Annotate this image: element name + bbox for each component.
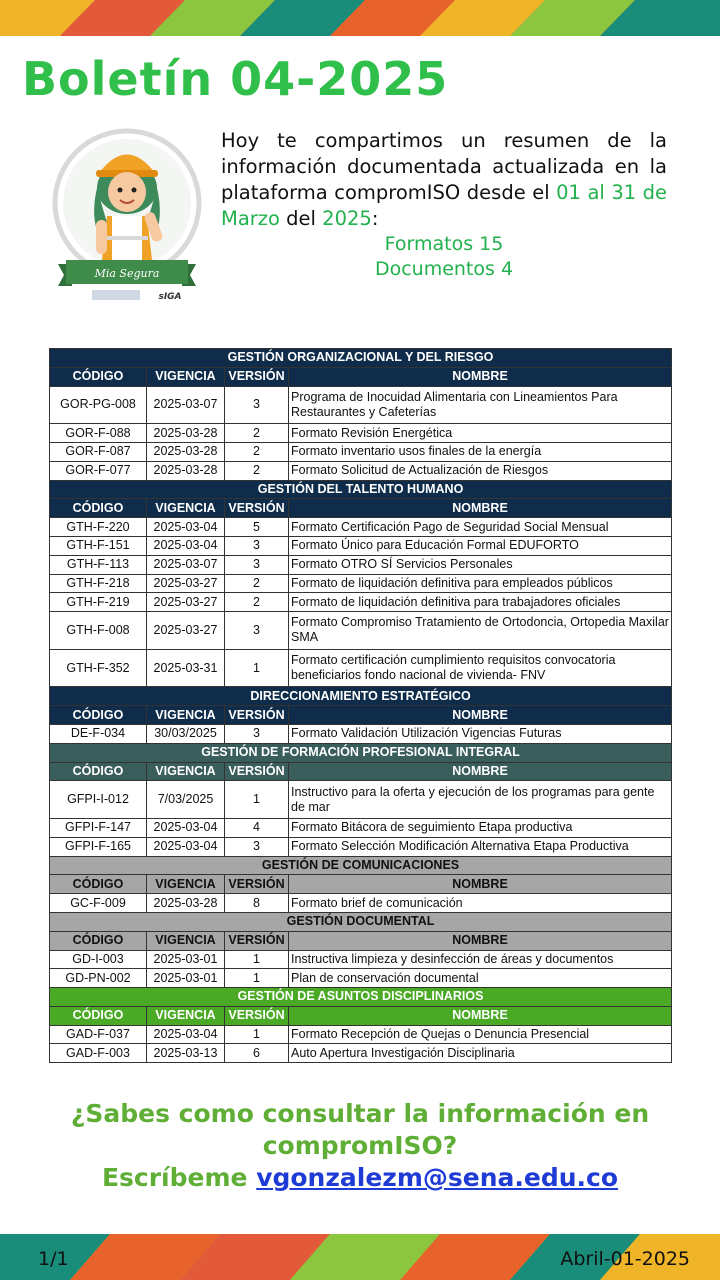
column-header-row: [50, 931, 672, 950]
footer-write-line: [40, 1162, 680, 1194]
cell-codigo: GTH-F-219: [50, 593, 147, 612]
column-header-codigo: CÓDIGO: [50, 931, 147, 950]
cell-vigencia: 30/03/2025: [147, 724, 225, 743]
cell-version: 8: [225, 894, 289, 913]
section-title: GESTIÓN DEL TALENTO HUMANO: [50, 480, 672, 499]
documentos-count: Documentos 4: [374, 258, 514, 280]
column-header-version: VERSIÓN: [225, 875, 289, 894]
table-row: [50, 950, 672, 969]
cell-version: 6: [225, 1044, 289, 1063]
cell-codigo: GFPI-F-165: [50, 837, 147, 856]
column-header-codigo: CÓDIGO: [50, 367, 147, 386]
column-header-nombre: NOMBRE: [289, 706, 672, 725]
cell-nombre: Formato Bitácora de seguimiento Etapa productiva: [289, 818, 672, 837]
column-header-nombre: NOMBRE: [289, 499, 672, 518]
cell-version: 1: [225, 969, 289, 988]
top-color-band: [0, 0, 720, 36]
cell-vigencia: 2025-03-04: [147, 518, 225, 537]
column-header-version: VERSIÓN: [225, 931, 289, 950]
intro-year: 2025: [322, 207, 372, 230]
intro-text-3: :: [371, 207, 379, 230]
table-row: [50, 386, 672, 424]
cell-version: 2: [225, 442, 289, 461]
cell-vigencia: 2025-03-07: [147, 555, 225, 574]
cell-nombre: Formato Compromiso Tratamiento de Ortodoncia, Ortopedia Maxilar SMA: [289, 612, 672, 650]
cell-nombre: Auto Apertura Investigación Disciplinaria: [289, 1044, 672, 1063]
column-header-codigo: CÓDIGO: [50, 762, 147, 781]
cell-version: 2: [225, 461, 289, 480]
section-header-row: [50, 912, 672, 931]
intro-date-range: 01 al 31 de Marzo: [221, 181, 668, 230]
cell-codigo: GTH-F-008: [50, 612, 147, 650]
column-header-version: VERSIÓN: [225, 706, 289, 725]
column-header-vigencia: VIGENCIA: [147, 1006, 225, 1025]
cell-vigencia: 2025-03-31: [147, 649, 225, 687]
column-header-version: VERSIÓN: [225, 367, 289, 386]
column-header-vigencia: VIGENCIA: [147, 706, 225, 725]
cell-vigencia: 2025-03-28: [147, 442, 225, 461]
cell-nombre: Formato Único para Educación Formal EDUFORTO: [289, 536, 672, 555]
cell-version: 3: [225, 612, 289, 650]
cell-codigo: GTH-F-218: [50, 574, 147, 593]
cell-vigencia: 2025-03-28: [147, 424, 225, 443]
table-row: [50, 536, 672, 555]
cell-codigo: GOR-F-087: [50, 442, 147, 461]
cell-vigencia: 2025-03-01: [147, 950, 225, 969]
cell-codigo: DE-F-034: [50, 724, 147, 743]
cell-codigo: GOR-F-088: [50, 424, 147, 443]
intro-paragraph: [221, 128, 667, 232]
footer-write-label: Escríbeme: [101, 1163, 257, 1192]
table-row: [50, 969, 672, 988]
column-header-codigo: CÓDIGO: [50, 706, 147, 725]
cell-version: 3: [225, 724, 289, 743]
cell-vigencia: 2025-03-28: [147, 461, 225, 480]
cell-version: 3: [225, 536, 289, 555]
cell-version: 5: [225, 518, 289, 537]
table-row: [50, 818, 672, 837]
documents-table: [49, 348, 672, 1063]
cell-nombre: Formato inventario usos finales de la energía: [289, 442, 672, 461]
contact-email-link[interactable]: vgonzalezm@sena.edu.co: [256, 1163, 619, 1192]
cell-nombre: Formato Certificación Pago de Seguridad Social Mensual: [289, 518, 672, 537]
cell-vigencia: 2025-03-27: [147, 593, 225, 612]
column-header-row: [50, 875, 672, 894]
footer-question: ¿Sabes como consultar la información en compromISO?: [70, 1099, 650, 1160]
cell-vigencia: 2025-03-04: [147, 818, 225, 837]
column-header-nombre: NOMBRE: [289, 367, 672, 386]
section-title: GESTIÓN DOCUMENTAL: [50, 912, 672, 931]
section-title: GESTIÓN ORGANIZACIONAL Y DEL RIESGO: [50, 349, 672, 368]
table-row: [50, 593, 672, 612]
cell-codigo: GFPI-I-012: [50, 781, 147, 819]
bulletin-title: Boletín 04-2025: [22, 52, 449, 106]
cell-codigo: GD-PN-002: [50, 969, 147, 988]
column-header-vigencia: VIGENCIA: [147, 367, 225, 386]
cell-vigencia: 2025-03-04: [147, 536, 225, 555]
column-header-row: [50, 499, 672, 518]
mascot-mia-segura-image: [52, 128, 202, 306]
column-header-row: [50, 762, 672, 781]
cell-version: 2: [225, 424, 289, 443]
column-header-nombre: NOMBRE: [289, 875, 672, 894]
cell-version: 3: [225, 386, 289, 424]
cell-codigo: GD-I-003: [50, 950, 147, 969]
cell-nombre: Instructiva limpieza y desinfección de áreas y documentos: [289, 950, 672, 969]
cell-codigo: GAD-F-003: [50, 1044, 147, 1063]
mascot-badge-text: Mia Segura: [94, 267, 160, 280]
cell-version: 1: [225, 1025, 289, 1044]
column-header-vigencia: VIGENCIA: [147, 499, 225, 518]
column-header-version: VERSIÓN: [225, 499, 289, 518]
column-header-vigencia: VIGENCIA: [147, 931, 225, 950]
cell-nombre: Formato Revisión Energética: [289, 424, 672, 443]
cell-vigencia: 2025-03-28: [147, 894, 225, 913]
table-row: [50, 424, 672, 443]
table-row: [50, 442, 672, 461]
cell-nombre: Instructivo para la oferta y ejecución de los programas para gente de mar: [289, 781, 672, 819]
page-number: 1/1: [38, 1248, 69, 1270]
section-header-row: [50, 743, 672, 762]
cell-codigo: GTH-F-113: [50, 555, 147, 574]
cell-nombre: Formato Selección Modificación Alternativa Etapa Productiva: [289, 837, 672, 856]
cell-vigencia: 2025-03-07: [147, 386, 225, 424]
table-row: [50, 518, 672, 537]
cell-version: 1: [225, 950, 289, 969]
column-header-nombre: NOMBRE: [289, 762, 672, 781]
footer-contact: [40, 1098, 680, 1194]
table-row: [50, 574, 672, 593]
column-header-codigo: CÓDIGO: [50, 1006, 147, 1025]
cell-vigencia: 2025-03-27: [147, 612, 225, 650]
table-row: [50, 649, 672, 687]
cell-codigo: GAD-F-037: [50, 1025, 147, 1044]
cell-nombre: Formato de liquidación definitiva para empleados públicos: [289, 574, 672, 593]
cell-version: 4: [225, 818, 289, 837]
cell-nombre: Formato certificación cumplimiento requisitos convocatoria beneficiarios fondo nacional de vivienda- FNV: [289, 649, 672, 687]
column-header-row: [50, 1006, 672, 1025]
cell-nombre: Formato Solicitud de Actualización de Riesgos: [289, 461, 672, 480]
section-title: DIRECCIONAMIENTO ESTRATÉGICO: [50, 687, 672, 706]
cell-codigo: GTH-F-151: [50, 536, 147, 555]
formatos-count: Formatos 15: [384, 233, 504, 255]
cell-nombre: Formato OTRO SÍ Servicios Personales: [289, 555, 672, 574]
column-header-row: [50, 706, 672, 725]
cell-vigencia: 2025-03-04: [147, 837, 225, 856]
cell-version: 1: [225, 649, 289, 687]
cell-nombre: Programa de Inocuidad Alimentaria con Lineamientos Para Restaurantes y Cafeterías: [289, 386, 672, 424]
section-header-row: [50, 856, 672, 875]
column-header-vigencia: VIGENCIA: [147, 762, 225, 781]
cell-nombre: Formato Recepción de Quejas o Denuncia Presencial: [289, 1025, 672, 1044]
column-header-vigencia: VIGENCIA: [147, 875, 225, 894]
cell-codigo: GC-F-009: [50, 894, 147, 913]
table-row: [50, 837, 672, 856]
column-header-nombre: NOMBRE: [289, 931, 672, 950]
cell-codigo: GTH-F-352: [50, 649, 147, 687]
table-row: [50, 781, 672, 819]
summary-counts: [221, 232, 667, 282]
cell-nombre: Formato de liquidación definitiva para trabajadores oficiales: [289, 593, 672, 612]
cell-version: 2: [225, 574, 289, 593]
cell-nombre: Formato Validación Utilización Vigencias Futuras: [289, 724, 672, 743]
cell-codigo: GTH-F-220: [50, 518, 147, 537]
table-row: [50, 555, 672, 574]
table-row: [50, 1044, 672, 1063]
intro-text-1: Hoy te compartimos un resumen de la información documentada actualizada en la plataforma compromISO desde el: [221, 129, 667, 204]
column-header-version: VERSIÓN: [225, 762, 289, 781]
siga-logo-text: sIGA: [158, 292, 182, 302]
column-header-codigo: CÓDIGO: [50, 875, 147, 894]
column-header-version: VERSIÓN: [225, 1006, 289, 1025]
cell-vigencia: 2025-03-01: [147, 969, 225, 988]
cell-version: 2: [225, 593, 289, 612]
cell-version: 3: [225, 555, 289, 574]
cell-codigo: GOR-F-077: [50, 461, 147, 480]
cell-nombre: Plan de conservación documental: [289, 969, 672, 988]
table-row: [50, 1025, 672, 1044]
column-header-row: [50, 367, 672, 386]
bulletin-date: Abril-01-2025: [560, 1248, 690, 1270]
section-header-row: [50, 687, 672, 706]
table-row: [50, 894, 672, 913]
intro-text-2: del: [279, 207, 323, 230]
cell-vigencia: 2025-03-04: [147, 1025, 225, 1044]
section-header-row: [50, 988, 672, 1007]
section-title: GESTIÓN DE FORMACIÓN PROFESIONAL INTEGRAL: [50, 743, 672, 762]
cell-version: 1: [225, 781, 289, 819]
section-title: GESTIÓN DE ASUNTOS DISCIPLINARIOS: [50, 988, 672, 1007]
column-header-nombre: NOMBRE: [289, 1006, 672, 1025]
cell-vigencia: 2025-03-27: [147, 574, 225, 593]
column-header-codigo: CÓDIGO: [50, 499, 147, 518]
section-header-row: [50, 480, 672, 499]
cell-codigo: GFPI-F-147: [50, 818, 147, 837]
cell-version: 3: [225, 837, 289, 856]
cell-vigencia: 2025-03-13: [147, 1044, 225, 1063]
cell-nombre: Formato brief de comunicación: [289, 894, 672, 913]
cell-vigencia: 7/03/2025: [147, 781, 225, 819]
table-row: [50, 461, 672, 480]
cell-codigo: GOR-PG-008: [50, 386, 147, 424]
section-title: GESTIÓN DE COMUNICACIONES: [50, 856, 672, 875]
table-row: [50, 724, 672, 743]
section-header-row: [50, 349, 672, 368]
table-row: [50, 612, 672, 650]
